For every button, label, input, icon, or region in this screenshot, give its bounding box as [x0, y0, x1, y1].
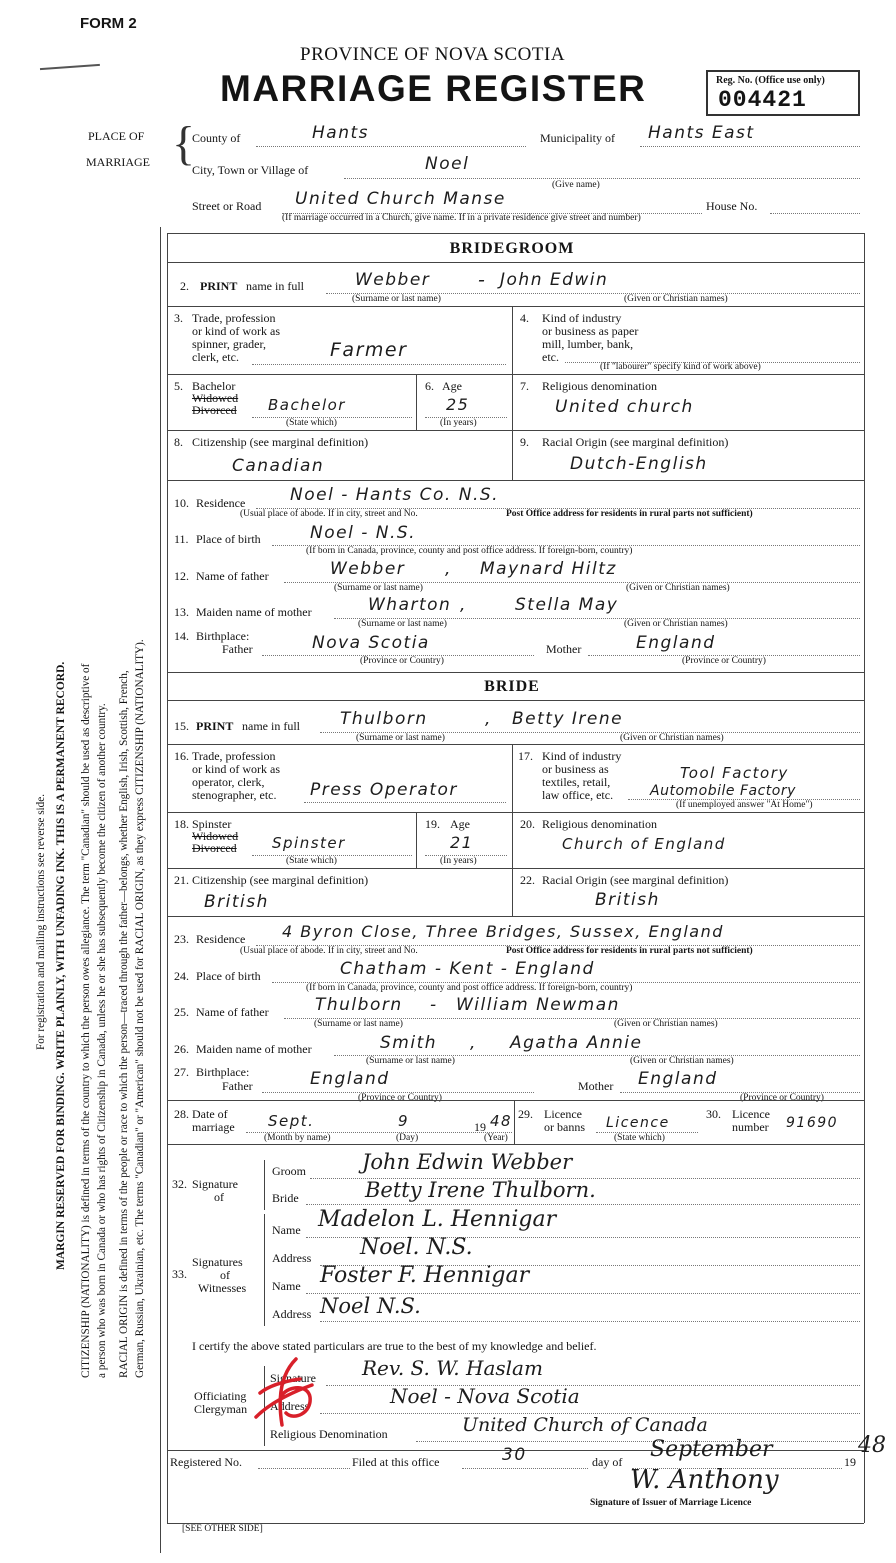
- section-bridegroom: BRIDEGROOM: [449, 240, 575, 257]
- marriage-day: 9: [398, 1112, 410, 1130]
- witness1-name: Madelon L. Hennigar: [318, 1207, 557, 1232]
- groom-occupation: Farmer: [330, 339, 408, 361]
- groom-marital-status: Bachelor: [268, 396, 346, 414]
- field-24-number: 24.: [174, 969, 189, 983]
- groom-surname: Webber: [355, 270, 431, 290]
- clergy-label-1: Officiating: [194, 1389, 247, 1403]
- field-20-label: Religious denomination: [542, 817, 657, 831]
- field-29-number: 29.: [518, 1107, 533, 1121]
- place-of-label: PLACE OF: [88, 129, 145, 143]
- see-other-side: [SEE OTHER SIDE]: [182, 1524, 263, 1534]
- groom-residence: Noel - Hants Co. N.S.: [290, 485, 500, 505]
- surname-hint-15: (Surname or last name): [356, 733, 445, 743]
- field-19-label: Age: [450, 817, 470, 831]
- month-hint: (Month by name): [264, 1133, 331, 1143]
- clergy-denomination: United Church of Canada: [462, 1414, 708, 1436]
- residence-hint-2: Post Office address for residents in rural parts not sufficient): [506, 509, 753, 519]
- field-7-label: Religious denomination: [542, 379, 657, 393]
- witness1-address-label: Address: [272, 1251, 312, 1265]
- residence-hint-1: (Usual place of abode. If in city, street and No.: [240, 509, 418, 519]
- groom-religion: United church: [555, 397, 694, 417]
- bride-birthplace: Chatham - Kent - England: [340, 959, 595, 979]
- prov-hint-14f: (Province or Country): [360, 656, 444, 666]
- city-label: City, Town or Village of: [192, 163, 309, 177]
- bride-occupation: Press Operator: [310, 780, 458, 800]
- form-number: FORM 2: [80, 15, 137, 32]
- house-no-label: House No.: [706, 199, 758, 213]
- field-2-number: 2.: [180, 279, 189, 293]
- filed-year: 48: [858, 1433, 886, 1458]
- groom-father-surname: Webber: [330, 559, 406, 579]
- clergy-denomination-label: Religious Denomination: [270, 1427, 388, 1441]
- field-2-label: name in full: [246, 279, 304, 293]
- bride-mother-birthplace: England: [638, 1069, 718, 1089]
- surname-hint: (Surname or last name): [352, 294, 441, 304]
- field-8-number: 8.: [174, 435, 183, 449]
- bride-signature: Betty Irene Thulborn.: [365, 1178, 596, 1202]
- given-hint: (Given or Christian names): [624, 294, 728, 304]
- comma-15: ,: [485, 709, 492, 729]
- field-2-print: PRINT: [200, 279, 238, 293]
- field-3-label-2: or kind of work as: [192, 324, 280, 338]
- field-28-number: 28.: [174, 1107, 189, 1121]
- groom-age: 25: [446, 395, 470, 414]
- bride-surname: Thulborn: [340, 709, 428, 729]
- field-15-number: 15.: [174, 719, 189, 733]
- field-17-label-4: law office, etc.: [542, 788, 614, 802]
- margin-binding-note: MARGIN RESERVED FOR BINDING. WRITE PLAINLY, WITH UNFADING INK. THIS IS A PERMANENT RECORD.: [55, 661, 67, 1270]
- groom-father-birthplace: Nova Scotia: [312, 633, 430, 653]
- section-bride: BRIDE: [484, 678, 540, 695]
- field-27-father-label: Father: [222, 1079, 253, 1093]
- field-5-number: 5.: [174, 379, 183, 393]
- residence-hint-23a: (Usual place of abode. If in city, street and No.: [240, 946, 418, 956]
- bride-industry-2: Automobile Factory: [650, 783, 796, 799]
- bride-mother-given: Agatha Annie: [510, 1033, 643, 1053]
- field-4-label-1: Kind of industry: [542, 311, 622, 325]
- surname-hint-12: (Surname or last name): [334, 583, 423, 593]
- state-which-hint-18: (State which): [286, 856, 337, 866]
- groom-citizenship: Canadian: [232, 456, 325, 476]
- field-11-label: Place of birth: [196, 532, 261, 546]
- field-5-label-3: Divorced: [192, 403, 237, 417]
- field-17-label-1: Kind of industry: [542, 749, 622, 763]
- field-28-label-1: Date of: [192, 1107, 228, 1121]
- given-hint-12: (Given or Christian names): [626, 583, 730, 593]
- registered-no-label: Registered No.: [170, 1455, 242, 1469]
- groom-birthplace: Noel - N.S.: [310, 523, 417, 543]
- bride-religion: Church of England: [562, 835, 726, 853]
- comma-12: ,: [445, 559, 452, 579]
- filed-day: 30: [502, 1445, 527, 1465]
- field-25-label: Name of father: [196, 1005, 269, 1019]
- field-22-label: Racial Origin (see marginal definition): [542, 873, 729, 887]
- field-20-number: 20.: [520, 817, 535, 831]
- give-name-hint: (Give name): [552, 180, 600, 190]
- in-years-hint-19: (In years): [440, 856, 477, 866]
- field-27-number: 27.: [174, 1065, 189, 1079]
- issuer-signature: W. Anthony: [630, 1465, 779, 1495]
- field-18-number: 18.: [174, 817, 189, 831]
- field-16-label-2: or kind of work as: [192, 762, 280, 776]
- margin-racial-def1: RACIAL ORIGIN is defined in terms of the people or race to which the person—traced through the father—belongs, whether English, Irish, Scottish, French,: [118, 670, 130, 1378]
- field-17-label-2: or business as: [542, 762, 609, 776]
- groom-father-given: Maynard Hiltz: [480, 559, 617, 579]
- field-23-number: 23.: [174, 932, 189, 946]
- field-21-number: 21.: [174, 873, 189, 887]
- county-value: Hants: [312, 123, 369, 143]
- field-17-number: 17.: [518, 749, 533, 763]
- field-4-number: 4.: [520, 311, 529, 325]
- bride-father-given: William Newman: [456, 995, 620, 1015]
- given-hint-15: (Given or Christian names): [620, 733, 724, 743]
- birthplace-hint-24: (If born in Canada, province, county and post office address. If foreign-born, country): [306, 983, 633, 993]
- clergy-address-label: Address: [270, 1399, 310, 1413]
- residence-hint-23b: Post Office address for residents in rural parts not sufficient): [506, 946, 753, 956]
- field-6-number: 6.: [425, 379, 434, 393]
- state-which-hint: (State which): [286, 418, 337, 428]
- bride-age: 21: [450, 833, 474, 852]
- field-25-number: 25.: [174, 1005, 189, 1019]
- field-12-label: Name of father: [196, 569, 269, 583]
- prov-hint-27m: (Province or Country): [740, 1093, 824, 1103]
- field-16-number: 16.: [174, 749, 189, 763]
- reg-number-label: Reg. No. (Office use only): [716, 75, 825, 86]
- prov-hint-14m: (Province or Country): [682, 656, 766, 666]
- bride-father-surname: Thulborn: [315, 995, 403, 1015]
- field-33-label-2: of: [220, 1268, 230, 1282]
- bride-sig-label: Bride: [272, 1191, 299, 1205]
- groom-signature: John Edwin Webber: [362, 1150, 573, 1174]
- field-10-number: 10.: [174, 496, 189, 510]
- field-14-label: Birthplace:: [196, 629, 250, 643]
- field-3-number: 3.: [174, 311, 183, 325]
- reg-number: 004421: [718, 87, 807, 113]
- licence-or-banns: Licence: [606, 1115, 670, 1131]
- field-27-mother-label: Mother: [578, 1079, 614, 1093]
- clergy-signature: Rev. S. W. Haslam: [362, 1356, 543, 1380]
- bride-mother-surname: Smith: [380, 1033, 438, 1053]
- surname-hint-13: (Surname or last name): [358, 619, 447, 629]
- marriage-label: MARRIAGE: [86, 155, 151, 169]
- given-hint-26: (Given or Christian names): [630, 1056, 734, 1066]
- field-19-number: 19.: [425, 817, 440, 831]
- state-which-hint-29: (State which): [614, 1133, 665, 1143]
- field-15-label: name in full: [242, 719, 300, 733]
- reg-number-box: [706, 70, 860, 116]
- field-14-father-label: Father: [222, 642, 253, 656]
- groom-mother-surname: Wharton: [368, 595, 452, 615]
- issuer-label: Signature of Issuer of Marriage Licence: [590, 1498, 752, 1508]
- municipality-value: Hants East: [648, 123, 755, 143]
- bride-given-names: Betty Irene: [512, 709, 624, 729]
- municipality-label: Municipality of: [540, 131, 615, 145]
- margin-racial-def2: German, Russian, Ukrainian, etc. The terms "Canadian" or "American" should not be used for RACIAL ORIGIN, as they express CITIZENSHIP (NATIONALITY).: [134, 639, 146, 1378]
- groom-dash: -: [478, 269, 487, 291]
- groom-mother-birthplace: England: [636, 633, 716, 653]
- filed-month: September: [650, 1437, 773, 1462]
- day-of-label: day of: [592, 1455, 623, 1469]
- given-hint-13: (Given or Christian names): [624, 619, 728, 629]
- birthplace-hint: (If born in Canada, province, county and post office address. If foreign-born, country): [306, 546, 633, 556]
- field-3-label-4: clerk, etc.: [192, 350, 239, 364]
- groom-racial-origin: Dutch-English: [570, 454, 708, 474]
- field-16-label-3: operator, clerk,: [192, 775, 265, 789]
- field-9-number: 9.: [520, 435, 529, 449]
- bride-citizenship: British: [204, 892, 269, 912]
- given-hint-25: (Given or Christian names): [614, 1019, 718, 1029]
- field-9-label: Racial Origin (see marginal definition): [542, 435, 729, 449]
- field-24-label: Place of birth: [196, 969, 261, 983]
- witness2-name: Foster F. Hennigar: [320, 1263, 530, 1288]
- field-5-label-1: Bachelor: [192, 379, 236, 393]
- surname-hint-26: (Surname or last name): [366, 1056, 455, 1066]
- surname-hint-25: (Surname or last name): [314, 1019, 403, 1029]
- city-value: Noel: [425, 154, 470, 174]
- field-18-label-1: Spinster: [192, 817, 232, 831]
- field-18-label-2: Widowed: [192, 829, 239, 843]
- witness2-address: Noel N.S.: [320, 1294, 421, 1318]
- field-32-label-2: of: [214, 1190, 224, 1204]
- street-label: Street or Road: [192, 199, 262, 213]
- labourer-hint: (If "labourer" specify kind of work above): [600, 362, 761, 372]
- field-8-label: Citizenship (see marginal definition): [192, 435, 369, 449]
- field-4-label-2: or business as paper: [542, 324, 639, 338]
- field-7-number: 7.: [520, 379, 529, 393]
- day-hint: (Day): [396, 1133, 419, 1143]
- field-14-number: 14.: [174, 629, 189, 643]
- field-32-label-1: Signature: [192, 1177, 238, 1191]
- field-4-label-3: mill, lumber, bank,: [542, 337, 634, 351]
- field-23-label: Residence: [196, 932, 246, 946]
- place-brace: {: [172, 117, 196, 170]
- groom-sig-label: Groom: [272, 1164, 306, 1178]
- field-32-number: 32.: [172, 1177, 187, 1191]
- field-33-label-3: Witnesses: [198, 1281, 247, 1295]
- field-3-label-3: spinner, grader,: [192, 337, 267, 351]
- prov-hint-27f: (Province or Country): [358, 1093, 442, 1103]
- field-3-label-1: Trade, profession: [192, 311, 276, 325]
- field-17-label-3: textiles, retail,: [542, 775, 611, 789]
- witness2-name-label: Name: [272, 1279, 301, 1293]
- bride-father-birthplace: England: [310, 1069, 390, 1089]
- field-29-label-1: Licence: [544, 1107, 582, 1121]
- street-note: (If marriage occurred in a Church, give name. If in a private residence give street and number): [282, 213, 641, 223]
- field-16-label-1: Trade, profession: [192, 749, 276, 763]
- clergy-address: Noel - Nova Scotia: [390, 1384, 580, 1408]
- field-14-mother-label: Mother: [546, 642, 582, 656]
- marriage-year: 48: [490, 1112, 513, 1130]
- field-33-number: 33.: [172, 1267, 187, 1281]
- clergy-signature-label: Signature: [270, 1371, 316, 1385]
- groom-mother-given: Stella May: [515, 595, 619, 615]
- year-hint: (Year): [484, 1133, 508, 1143]
- groom-given-names: John Edwin: [500, 270, 609, 290]
- field-13-number: 13.: [174, 605, 189, 619]
- field-18-label-3: Divorced: [192, 841, 237, 855]
- marriage-month: Sept.: [268, 1112, 315, 1130]
- field-5-label-2: Widowed: [192, 391, 239, 405]
- field-26-number: 26.: [174, 1042, 189, 1056]
- field-28-label-2: marriage: [192, 1120, 235, 1134]
- margin-citizenship-def2: a person who was born in Canada or who has rights of Citizenship in Canada, unless he or she has subsequently become the citizen of another country.: [96, 703, 108, 1378]
- street-value: United Church Manse: [295, 189, 506, 209]
- field-6-label: Age: [442, 379, 462, 393]
- field-11-number: 11.: [174, 532, 189, 546]
- field-21-label: Citizenship (see marginal definition): [192, 873, 369, 887]
- bride-residence: 4 Byron Close, Three Bridges, Sussex, England: [282, 922, 724, 941]
- field-29-label-2: or banns: [544, 1120, 585, 1134]
- in-years-hint: (In years): [440, 418, 477, 428]
- witness1-name-label: Name: [272, 1223, 301, 1237]
- witness2-address-label: Address: [272, 1307, 312, 1321]
- unemployed-hint: (If unemployed answer "At Home"): [676, 800, 813, 810]
- field-30-number: 30.: [706, 1107, 721, 1121]
- margin-instructions: For registration and mailing instructions see reverse side.: [35, 793, 47, 1050]
- field-26-label: Maiden name of mother: [196, 1042, 312, 1056]
- certify-statement: I certify the above stated particulars are true to the best of my knowledge and belief.: [192, 1339, 597, 1353]
- field-4-label-4: etc.: [542, 350, 559, 364]
- field-12-number: 12.: [174, 569, 189, 583]
- ink-mark: [40, 64, 100, 72]
- field-10-label: Residence: [196, 496, 246, 510]
- field-30-label-1: Licence: [732, 1107, 770, 1121]
- field-22-number: 22.: [520, 873, 535, 887]
- field-15-print: PRINT: [196, 719, 234, 733]
- bride-marital-status: Spinster: [272, 834, 346, 852]
- province-title: PROVINCE OF NOVA SCOTIA: [300, 44, 566, 65]
- filed-year-prefix: 19: [844, 1455, 856, 1469]
- field-13-label: Maiden name of mother: [196, 605, 312, 619]
- clergy-label-2: Clergyman: [194, 1402, 248, 1416]
- field-27-label: Birthplace:: [196, 1065, 250, 1079]
- bride-racial-origin: British: [595, 890, 660, 910]
- dash-25: -: [430, 995, 438, 1015]
- red-ink-mark: [250, 1355, 330, 1430]
- county-label: County of: [192, 131, 241, 145]
- comma-26: ,: [470, 1033, 477, 1053]
- witness1-address: Noel. N.S.: [360, 1235, 473, 1260]
- margin-citizenship-def1: CITIZENSHIP (NATIONALITY) is defined in terms of the country to which the person owes allegiance. The term "Canadian" should be used as descriptive of: [80, 663, 92, 1378]
- licence-number: 91690: [786, 1115, 839, 1131]
- page-title: MARRIAGE REGISTER: [220, 68, 647, 109]
- filed-label: Filed at this office: [352, 1455, 440, 1469]
- comma-13: ,: [460, 595, 467, 615]
- bride-industry-1: Tool Factory: [680, 764, 789, 782]
- field-16-label-4: stenographer, etc.: [192, 788, 277, 802]
- year-prefix: 19: [474, 1120, 486, 1134]
- field-33-label-1: Signatures: [192, 1255, 243, 1269]
- field-30-label-2: number: [732, 1120, 769, 1134]
